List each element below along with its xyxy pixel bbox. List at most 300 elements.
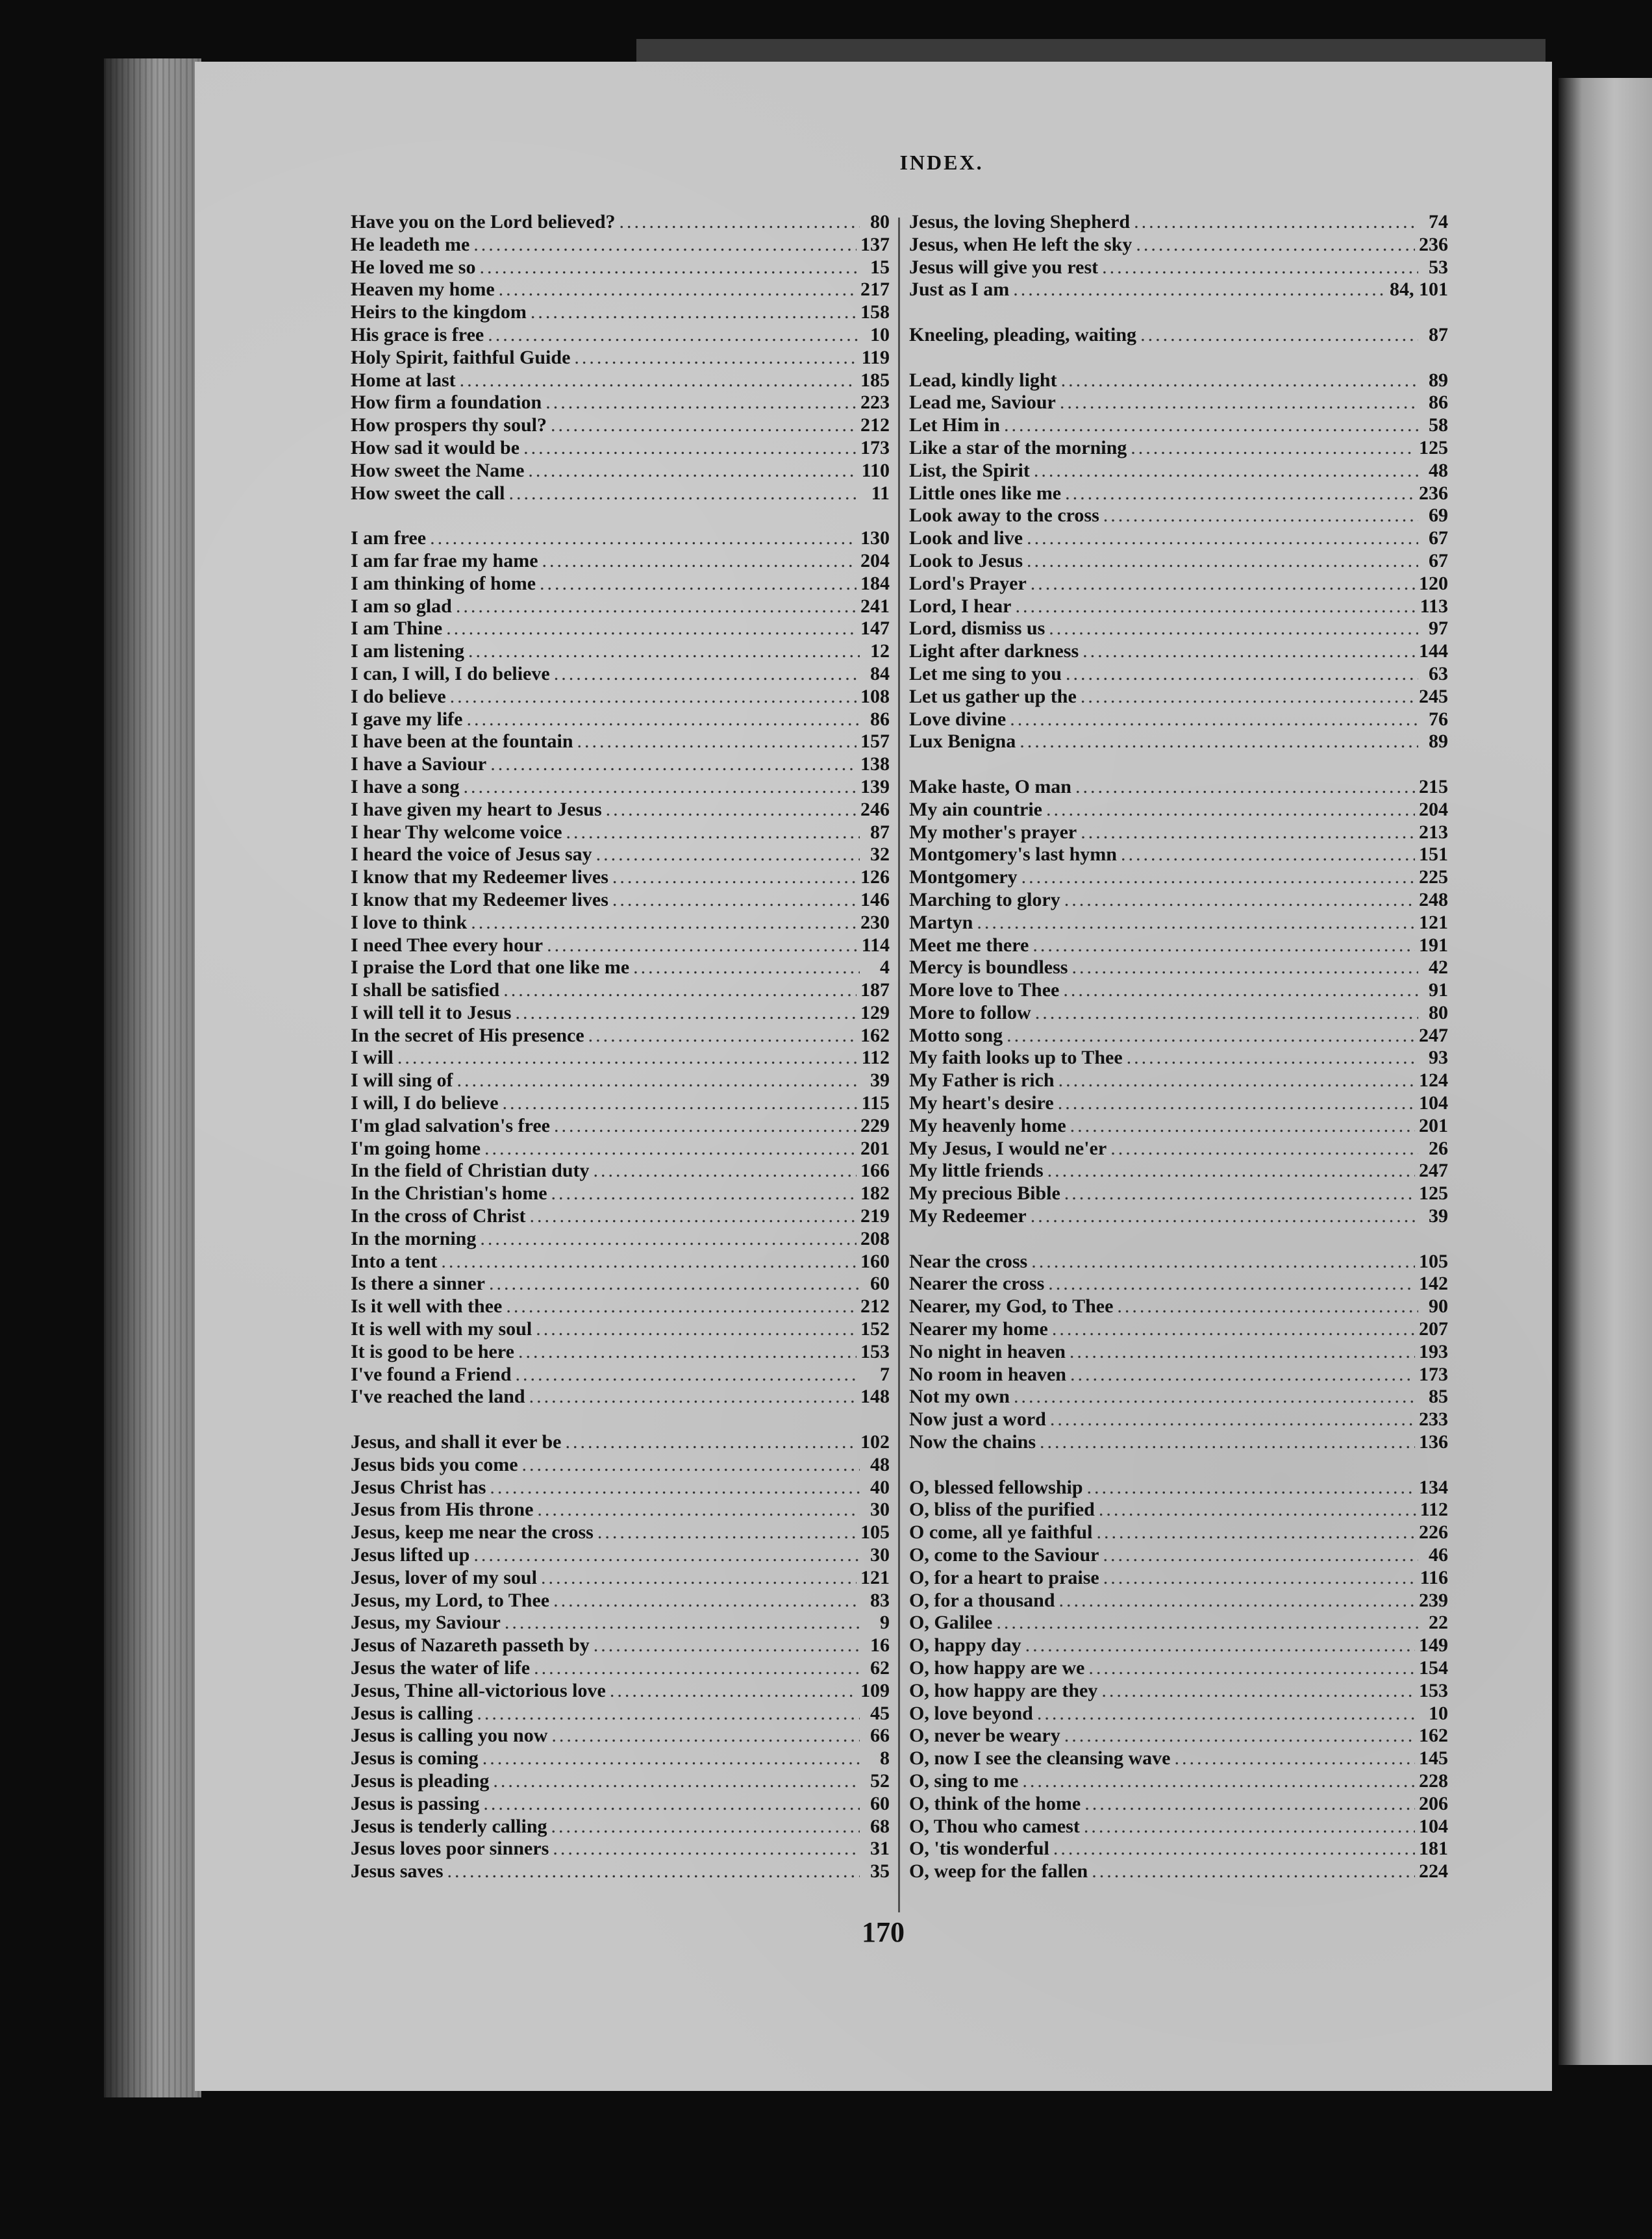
index-entry: [909, 1860, 1448, 1883]
entry-page-number: 10: [870, 323, 890, 345]
index-entry: [351, 211, 890, 234]
index-entry: [351, 1521, 890, 1544]
book-page-edges: [104, 58, 201, 2097]
entry-page-number: 119: [861, 346, 890, 368]
entry-title: O, 'tis wonderful: [909, 1838, 1049, 1860]
entry-page-number: 236: [1419, 233, 1448, 255]
entry-page-number: 193: [1419, 1340, 1448, 1362]
entry-title: I know that my Redeemer lives: [351, 888, 608, 910]
leader-dots: [499, 279, 857, 301]
entry-page-number: 113: [1420, 595, 1448, 617]
entry-page-number: 10: [1429, 1702, 1448, 1724]
entry-page-number: 134: [1419, 1476, 1448, 1498]
entry-title: Let Him in: [909, 414, 1000, 436]
entry-title: Lord, dismiss us: [909, 618, 1045, 640]
entry-title: Nearer my home: [909, 1318, 1048, 1340]
entry-title: Lord's Prayer: [909, 572, 1027, 594]
index-entry: [351, 550, 890, 573]
entry-page-number: 104: [1419, 1092, 1448, 1114]
entry-title: I am far frae my hame: [351, 549, 538, 571]
entry-page-number: 86: [870, 708, 890, 730]
leader-dots: [633, 957, 860, 979]
index-entry: [909, 1092, 1448, 1115]
index-entry: [351, 1612, 890, 1634]
entry-title: O, Thou who camest: [909, 1815, 1080, 1837]
entry-title: My Father is rich: [909, 1069, 1055, 1092]
leader-dots: [1121, 844, 1415, 866]
leader-dots: [1081, 821, 1415, 844]
entry-page-number: 130: [860, 527, 890, 549]
leader-dots: [1049, 618, 1418, 640]
index-entry: [351, 1092, 890, 1115]
leader-dots: [594, 1160, 857, 1182]
leader-dots: [1134, 211, 1418, 234]
leader-dots: [1140, 324, 1418, 347]
entry-page-number: 182: [860, 1182, 890, 1205]
entry-title: Montgomery: [909, 866, 1018, 888]
leader-dots: [1022, 1770, 1415, 1793]
index-entry: [909, 256, 1448, 279]
index-entry: [351, 1725, 890, 1747]
leader-dots: [1103, 1567, 1416, 1590]
entry-title: How prospers thy soul?: [351, 414, 547, 436]
index-entry: [351, 708, 890, 731]
index-entry: [351, 1318, 890, 1341]
entry-title: My precious Bible: [909, 1182, 1060, 1205]
entry-page-number: 219: [860, 1205, 890, 1227]
leader-dots: [1071, 957, 1418, 979]
index-entry: [351, 1205, 890, 1228]
entry-page-number: 204: [1419, 798, 1448, 820]
index-entry: [351, 1182, 890, 1205]
entry-page-number: 89: [1429, 731, 1448, 753]
leader-dots: [441, 1251, 857, 1273]
index-entry: [909, 663, 1448, 686]
index-entry: [909, 460, 1448, 482]
entry-page-number: 30: [870, 1544, 890, 1566]
index-entry: [909, 912, 1448, 934]
leader-dots: [1004, 414, 1418, 437]
index-entry: [351, 1860, 890, 1883]
index-entry: [909, 211, 1448, 234]
leader-dots: [606, 799, 857, 821]
leader-dots: [1084, 1793, 1415, 1816]
leader-dots: [479, 256, 860, 279]
entry-title: I've found a Friend: [351, 1363, 512, 1385]
leader-dots: [1034, 460, 1418, 482]
entry-page-number: 102: [860, 1431, 890, 1453]
entry-title: Jesus, Thine all-victorious love: [351, 1679, 606, 1701]
index-entry: [909, 1251, 1448, 1273]
entry-page-number: 114: [861, 934, 890, 956]
leader-dots: [464, 776, 857, 799]
entry-title: I know that my Redeemer lives: [351, 866, 608, 888]
entry-page-number: 224: [1419, 1860, 1448, 1883]
entry-title: How sad it would be: [351, 436, 520, 458]
leader-dots: [506, 1295, 857, 1318]
entry-page-number: 12: [870, 640, 890, 662]
entry-page-number: 87: [870, 821, 890, 843]
index-entry: [909, 1590, 1448, 1612]
entry-title: More love to Thee: [909, 979, 1060, 1001]
entry-title: In the Christian's home: [351, 1182, 547, 1205]
leader-dots: [1052, 1318, 1415, 1341]
entry-title: Jesus the water of life: [351, 1657, 531, 1679]
entry-title: How sweet the Name: [351, 459, 525, 481]
entry-page-number: 229: [860, 1114, 890, 1136]
entry-title: O, weep for the fallen: [909, 1860, 1088, 1883]
leader-dots: [446, 618, 857, 640]
index-entry: [909, 1069, 1448, 1092]
leader-dots: [1063, 979, 1418, 1002]
leader-dots: [1047, 1160, 1415, 1182]
entry-title: I am listening: [351, 640, 465, 662]
leader-dots: [1021, 866, 1415, 889]
leader-dots: [482, 1747, 860, 1770]
leader-dots: [612, 866, 857, 889]
leader-dots: [547, 934, 858, 957]
index-entry: [351, 1634, 890, 1657]
index-entry: [909, 1499, 1448, 1521]
entry-page-number: 136: [1419, 1431, 1448, 1453]
entry-title: Jesus from His throne: [351, 1499, 534, 1521]
index-entry: [909, 979, 1448, 1002]
index-entry: [909, 392, 1448, 414]
entry-title: I love to think: [351, 911, 468, 933]
index-entry: [351, 460, 890, 482]
index-entry: [351, 1115, 890, 1138]
entry-title: No night in heaven: [909, 1340, 1066, 1362]
leader-dots: [1060, 392, 1418, 414]
index-entry: [909, 1386, 1448, 1408]
leader-dots: [554, 663, 860, 686]
entry-title: I do believe: [351, 685, 446, 707]
index-entry: [351, 527, 890, 550]
leader-dots: [1087, 1477, 1415, 1499]
leader-dots: [508, 482, 860, 505]
index-entry: [351, 1770, 890, 1793]
entry-title: How firm a foundation: [351, 392, 542, 414]
entry-title: Jesus, when He left the sky: [909, 233, 1133, 255]
index-entry: [351, 686, 890, 708]
index-entry: [909, 1725, 1448, 1747]
entry-page-number: 104: [1419, 1815, 1448, 1837]
leader-dots: [551, 1725, 860, 1747]
entry-page-number: 223: [860, 392, 890, 414]
entry-title: Light after darkness: [909, 640, 1079, 662]
entry-page-number: 241: [860, 595, 890, 617]
leader-dots: [523, 437, 857, 460]
entry-page-number: 97: [1429, 618, 1448, 640]
index-entry: [351, 1454, 890, 1477]
index-entry: [909, 550, 1448, 573]
column-divider: [898, 218, 900, 1912]
entry-title: Jesus, and shall it ever be: [351, 1431, 562, 1453]
leader-dots: [588, 1025, 857, 1047]
leader-dots: [597, 1521, 857, 1544]
entry-title: It is well with my soul: [351, 1318, 532, 1340]
leader-dots: [503, 979, 857, 1002]
entry-title: It is good to be here: [351, 1340, 514, 1362]
entry-title: I'm going home: [351, 1137, 481, 1159]
index-entry: [351, 1069, 890, 1092]
leader-dots: [541, 1567, 857, 1590]
entry-title: Lead, kindly light: [909, 369, 1057, 391]
index-entry: [351, 776, 890, 799]
index-entry: [909, 686, 1448, 708]
index-entry: [351, 1251, 890, 1273]
entry-page-number: 116: [1420, 1566, 1448, 1588]
index-entry: [909, 1408, 1448, 1431]
entry-page-number: 39: [870, 1069, 890, 1092]
entry-page-number: 162: [860, 1024, 890, 1046]
entry-title: My little friends: [909, 1160, 1044, 1182]
entry-title: Jesus lifted up: [351, 1544, 470, 1566]
index-entry: [909, 957, 1448, 979]
entry-title: I am so glad: [351, 595, 452, 617]
leader-dots: [1103, 1544, 1418, 1567]
entry-title: Jesus bids you come: [351, 1453, 518, 1475]
leader-dots: [551, 414, 857, 437]
entry-page-number: 184: [860, 572, 890, 594]
entry-page-number: 248: [1419, 888, 1448, 910]
index-entry: [351, 256, 890, 279]
index-entry: [909, 234, 1448, 256]
leader-dots: [1031, 1205, 1418, 1228]
entry-page-number: 58: [1429, 414, 1448, 436]
index-entry: [909, 437, 1448, 460]
leader-dots: [473, 1544, 860, 1567]
entry-page-number: 62: [870, 1657, 890, 1679]
entry-page-number: 151: [1419, 844, 1448, 866]
leader-dots: [1048, 1273, 1415, 1295]
entry-page-number: 158: [860, 301, 890, 323]
leader-dots: [531, 301, 857, 324]
entry-title: O, for a thousand: [909, 1589, 1055, 1611]
entry-title: In the morning: [351, 1227, 477, 1249]
leader-dots: [1020, 731, 1418, 753]
leader-dots: [1117, 1295, 1418, 1318]
entry-page-number: 139: [860, 775, 890, 797]
index-entry: [909, 1431, 1448, 1454]
entry-title: Jesus is calling: [351, 1702, 473, 1724]
entry-page-number: 142: [1419, 1273, 1448, 1295]
entry-page-number: 208: [860, 1227, 890, 1249]
leader-dots: [1040, 1431, 1415, 1454]
entry-page-number: 191: [1419, 934, 1448, 956]
index-entry: [909, 1816, 1448, 1838]
section-gap: [909, 753, 1448, 776]
index-entry: [351, 934, 890, 957]
entry-page-number: 108: [860, 685, 890, 707]
entry-page-number: 87: [1429, 323, 1448, 345]
leader-dots: [1070, 1115, 1415, 1138]
section-gap: [909, 301, 1448, 324]
entry-page-number: 144: [1419, 640, 1448, 662]
entry-title: Jesus, my Lord, to Thee: [351, 1589, 550, 1611]
entry-title: I'm glad salvation's free: [351, 1114, 550, 1136]
index-entry: [909, 482, 1448, 505]
leader-dots: [447, 1860, 860, 1883]
leader-dots: [594, 1634, 860, 1657]
entry-title: Jesus will give you rest: [909, 256, 1099, 278]
entry-title: O, never be weary: [909, 1725, 1060, 1747]
leader-dots: [977, 912, 1415, 934]
entry-title: Montgomery's last hymn: [909, 844, 1117, 866]
page-title: INDEX.: [899, 151, 984, 174]
entry-page-number: 93: [1429, 1047, 1448, 1069]
section-gap: [351, 1408, 890, 1431]
index-entry: [351, 1703, 890, 1725]
entry-page-number: 181: [1419, 1838, 1448, 1860]
index-entry: [909, 369, 1448, 392]
index-entry: [351, 821, 890, 844]
entry-page-number: 149: [1419, 1634, 1448, 1657]
index-entry: [909, 527, 1448, 550]
leader-dots: [1037, 1703, 1418, 1725]
leader-dots: [430, 527, 857, 550]
leader-dots: [1099, 1499, 1416, 1521]
leader-dots: [1058, 1092, 1415, 1115]
entry-title: Home at last: [351, 369, 456, 391]
section-gap: [351, 505, 890, 527]
leader-dots: [553, 1590, 860, 1612]
leader-dots: [468, 640, 860, 663]
leader-dots: [1131, 437, 1415, 460]
entry-title: Just as I am: [909, 279, 1010, 301]
leader-dots: [1070, 1364, 1415, 1386]
entry-title: I have been at the fountain: [351, 731, 573, 753]
index-entry: [351, 889, 890, 912]
entry-page-number: 137: [860, 233, 890, 255]
entry-title: I have given my heart to Jesus: [351, 798, 602, 820]
leader-dots: [1064, 1182, 1415, 1205]
leader-dots: [1110, 1138, 1418, 1160]
index-entry: [351, 1680, 890, 1703]
leader-dots: [529, 1386, 857, 1408]
entry-page-number: 110: [861, 459, 890, 481]
entry-title: Jesus, my Saviour: [351, 1612, 501, 1634]
entry-title: Is there a sinner: [351, 1273, 485, 1295]
entry-title: In the secret of His presence: [351, 1024, 584, 1046]
index-entry: [909, 889, 1448, 912]
entry-title: Now just a word: [909, 1408, 1046, 1431]
entry-page-number: 69: [1429, 505, 1448, 527]
entry-page-number: 230: [860, 911, 890, 933]
leader-dots: [477, 1703, 860, 1725]
index-entry: [909, 1341, 1448, 1364]
entry-page-number: 66: [870, 1725, 890, 1747]
index-entry: [351, 1025, 890, 1047]
entry-page-number: 105: [860, 1521, 890, 1544]
entry-title: O, come to the Saviour: [909, 1544, 1099, 1566]
leader-dots: [534, 1657, 860, 1680]
leader-dots: [1013, 279, 1386, 301]
entry-title: Jesus is coming: [351, 1747, 479, 1770]
entry-title: Look and live: [909, 527, 1023, 549]
leader-dots: [518, 1341, 857, 1364]
index-entry: [909, 1838, 1448, 1860]
entry-title: Make haste, O man: [909, 775, 1071, 797]
index-entry: [909, 1002, 1448, 1025]
entry-title: I heard the voice of Jesus say: [351, 844, 592, 866]
index-entry: [351, 1793, 890, 1816]
entry-page-number: 89: [1429, 369, 1448, 391]
index-entry: [351, 573, 890, 595]
entry-page-number: 215: [1419, 775, 1448, 797]
index-entry: [351, 1567, 890, 1590]
entry-page-number: 162: [1419, 1725, 1448, 1747]
entry-title: Jesus is pleading: [351, 1770, 490, 1792]
entry-title: How sweet the call: [351, 482, 505, 504]
leader-dots: [457, 1069, 860, 1092]
index-entry: [909, 1182, 1448, 1205]
leader-dots: [490, 1477, 860, 1499]
leader-dots: [488, 324, 860, 347]
entry-page-number: 42: [1429, 957, 1448, 979]
leader-dots: [466, 708, 860, 731]
index-entry: [909, 279, 1448, 301]
entry-page-number: 83: [870, 1589, 890, 1611]
index-entry: [351, 753, 890, 776]
entry-title: Holy Spirit, faithful Guide: [351, 346, 571, 368]
leader-dots: [471, 912, 857, 934]
index-entry: [909, 1521, 1448, 1544]
entry-title: Look away to the cross: [909, 505, 1099, 527]
index-entry: [909, 799, 1448, 821]
entry-title: Near the cross: [909, 1250, 1028, 1272]
leader-dots: [1174, 1747, 1415, 1770]
entry-page-number: 46: [1429, 1544, 1448, 1566]
entry-title: O come, all ye faithful: [909, 1521, 1093, 1544]
index-entry: [351, 799, 890, 821]
leader-dots: [1027, 550, 1418, 573]
index-entry: [909, 1770, 1448, 1793]
entry-title: Martyn: [909, 911, 973, 933]
index-entry: [351, 234, 890, 256]
leader-dots: [551, 1182, 857, 1205]
entry-page-number: 9: [880, 1612, 890, 1634]
leader-dots: [1088, 1657, 1415, 1680]
entry-page-number: 157: [860, 731, 890, 753]
index-entry: [909, 1205, 1448, 1228]
leader-dots: [612, 889, 857, 912]
leader-dots: [1050, 1408, 1415, 1431]
index-entry: [351, 414, 890, 437]
leader-dots: [566, 821, 860, 844]
entry-page-number: 228: [1419, 1770, 1448, 1792]
leader-dots: [1025, 1634, 1415, 1657]
index-entry: [909, 1612, 1448, 1634]
index-column-right: [909, 211, 1448, 1883]
entry-page-number: 166: [860, 1160, 890, 1182]
leader-dots: [1061, 369, 1418, 392]
leader-dots: [1103, 505, 1418, 527]
index-entry: [909, 866, 1448, 889]
leader-dots: [553, 1838, 860, 1860]
index-entry: [351, 1477, 890, 1499]
entry-page-number: 90: [1429, 1295, 1448, 1318]
index-entry: [909, 1364, 1448, 1386]
entry-title: O, bliss of the purified: [909, 1499, 1095, 1521]
leader-dots: [1007, 1025, 1415, 1047]
index-entry: [351, 1657, 890, 1680]
entry-title: O, how happy are we: [909, 1657, 1085, 1679]
entry-title: Jesus, keep me near the cross: [351, 1521, 594, 1544]
entry-title: Jesus saves: [351, 1860, 444, 1883]
entry-page-number: 109: [860, 1679, 890, 1701]
entry-page-number: 48: [870, 1453, 890, 1475]
